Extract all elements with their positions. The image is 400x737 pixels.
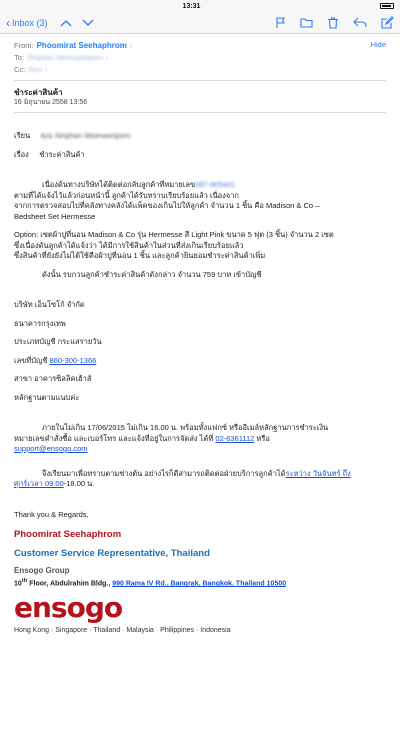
previous-message-button[interactable]: [60, 19, 72, 27]
fax-link[interactable]: 02-6361112: [215, 433, 255, 443]
mail-toolbar: [0, 12, 400, 34]
subject-line: [14, 150, 386, 161]
status-time: 13:31: [182, 2, 201, 10]
phone-link[interactable]: 087-905431: [195, 180, 236, 189]
to-row: [14, 52, 386, 64]
divider: [14, 80, 386, 81]
greeting-line: [14, 131, 386, 142]
paragraph-text: จากการตรวจสอบไปที่คลังทางคลังได้แพ็คของเกินไปให้ลูกค้า จำนวน 1 ชิ้น คือ Madison & Co –: [14, 201, 320, 210]
next-message-button[interactable]: [82, 19, 94, 27]
cc-label: Cc:: [14, 65, 26, 74]
reply-button[interactable]: [353, 17, 367, 28]
address-text: Floor, Abdulrahim Bldg.,: [27, 580, 113, 588]
account-number-line: [14, 356, 386, 367]
chevron-right-icon: ›: [129, 41, 133, 50]
account-type: ประเภทบัญชี กระแสรายวัน: [14, 337, 102, 346]
cc-recipient[interactable]: thcs: [28, 65, 43, 74]
paragraph-text: ตามที่ได้แจ้งไว้แล้วก่อนหน้านี้ ลูกค้าได้รับทราบเรียบร้อยแล้ว เนื่องจาก: [14, 190, 239, 200]
paragraph: [14, 469, 386, 480]
recipient-name[interactable]: Siriphan Weerasiriporn: [27, 53, 104, 62]
account-number-label: เลขที่บัญชี: [14, 355, 48, 365]
proof-note: หลักฐานตามแนบค่ะ: [14, 392, 80, 402]
folder-icon: [300, 17, 313, 28]
paragraph-text: ซึ่งสินค้าที่ยังยังไม่ได้ใช้คือผ้าปูที่นอน 1 ชิ้น และลูกค้ายินยอมชำระค่าสินค้าเพิ่ม: [14, 251, 266, 260]
paragraph: [14, 479, 386, 490]
address-link[interactable]: 990 Rama IV Rd., Bangrak, Bangkok, Thailand 10500: [112, 580, 287, 588]
divider: [14, 112, 386, 113]
sender-name[interactable]: Phoomirat Seehaphrom: [36, 41, 127, 50]
paragraph-text: หรือ: [256, 433, 270, 443]
message-date: 16 มิถุนายน 2558 13:56: [14, 99, 88, 106]
signature-name: Phoomirat Seehaphrom: [14, 529, 122, 540]
reply-icon: [353, 17, 367, 28]
paragraph-text: เนื่องด้นทางบริษัทได้ติดต่อกลับลูกค้าที่หมายเลข: [42, 180, 196, 189]
paragraph-text: Option: เซตผ้าปูที่นอน Madison & Co รุ่น Hermesse สี Light Pink ขนาด 5 ฟุต (3 ชิ้น) จำนวน 2 เซต: [14, 230, 334, 239]
paragraph-text: หมายเลขคำสั่งซื้อ และเบอร์โทร และแจ้งที่อยู่ในการจัดส่ง ได้ที่: [14, 433, 214, 443]
chevron-right-icon: ›: [106, 53, 109, 62]
message-subject-block: [0, 85, 400, 108]
chevron-up-icon: [60, 19, 72, 27]
move-folder-button[interactable]: [300, 17, 313, 28]
account-number-link[interactable]: 860-300-1366: [49, 355, 97, 365]
greeting-label: เรียน: [14, 131, 31, 140]
bank-name: ธนาคารกรุงเทพ: [14, 318, 66, 328]
signature-role: Customer Service Representative, Thailand: [14, 548, 210, 559]
cc-row: [14, 64, 386, 76]
signature-company: Ensogo Group: [14, 566, 70, 575]
paragraph-text: Bedsheet Set Hermesse: [14, 211, 96, 221]
paragraph-text: ดังนั้น รบกวนลูกค้าชำระค่าสินค้าดังกล่าว จำนวน 759 บาท เข้าบัญชี: [42, 269, 262, 279]
chevron-left-icon: ‹: [6, 15, 10, 30]
compose-icon: [381, 16, 394, 29]
message-subject: ชำระค่าสินค้า: [14, 88, 63, 97]
message-header: [0, 34, 400, 76]
trash-button[interactable]: [327, 17, 339, 29]
paragraph-text: ภายในไม่เกิน 17/06/2015 ไม่เกิน 16.00 น. พร้อมทั้งแฟกซ์ หรืออีเมล์หลักฐานการชำระเงิน: [42, 423, 329, 432]
branch-name: สาขา อาคารซิลลิคเฮ้าส์: [14, 374, 92, 383]
subject-value: ชำระค่าสินค้า: [39, 149, 85, 159]
from-label: From:: [14, 41, 34, 50]
closing-line: Thank you & Regards,: [14, 509, 89, 519]
address-text: 10: [14, 580, 22, 588]
support-email-link[interactable]: support@ensogo.com: [14, 444, 88, 453]
flag-button[interactable]: [276, 17, 286, 29]
paragraph-text: จึงเรียนมาเพื่อทราบตามช่างต้น อย่างไรก็ดีสามารถติดต่อฝ่ายบริการลูกค้าได้: [42, 468, 286, 478]
paragraph: [14, 180, 386, 191]
status-bar: [0, 0, 400, 12]
chevron-down-icon: [82, 19, 94, 27]
inbox-back-label: Inbox (3): [12, 17, 48, 28]
flag-icon: [276, 17, 286, 29]
paragraph: [14, 434, 386, 445]
hours-link[interactable]: ศุกร์เวลา 09.00: [14, 479, 64, 488]
ensogo-logo: ensogo: [14, 591, 123, 625]
trash-icon: [327, 17, 339, 29]
signature-countries: Hong Kong · Singapore · Thailand · Malaysia · Philippines · Indonesia: [14, 627, 231, 635]
greeting-name: คุณ Siriphan Weerasiriporn: [40, 131, 131, 140]
hours-link[interactable]: ระหว่าง วันจันทร์ ถึง: [285, 468, 351, 478]
from-row: [14, 40, 386, 52]
company-name: บริษัท เอ็นโซโก้ จำกัด: [14, 300, 85, 309]
hide-details-button[interactable]: Hide: [370, 40, 386, 49]
subject-label: เรื่อง: [14, 149, 29, 159]
paragraph-text: ซึ่งเนื่องดันลูกค้าได้แจ้งว่า ได้มีการใช้สินค้าในส่วนที่ส่งเกินเรียบร้อยแล้ว: [14, 240, 244, 250]
message-body: [0, 117, 400, 637]
battery-icon: [377, 3, 394, 10]
inbox-back-button[interactable]: [6, 17, 48, 29]
paragraph-text: -18.00 น.: [63, 479, 95, 488]
address-text: th: [21, 578, 28, 584]
to-label: To:: [14, 53, 25, 62]
chevron-right-icon: ›: [45, 65, 48, 74]
compose-button[interactable]: [381, 16, 394, 29]
signature-address: [14, 576, 386, 589]
